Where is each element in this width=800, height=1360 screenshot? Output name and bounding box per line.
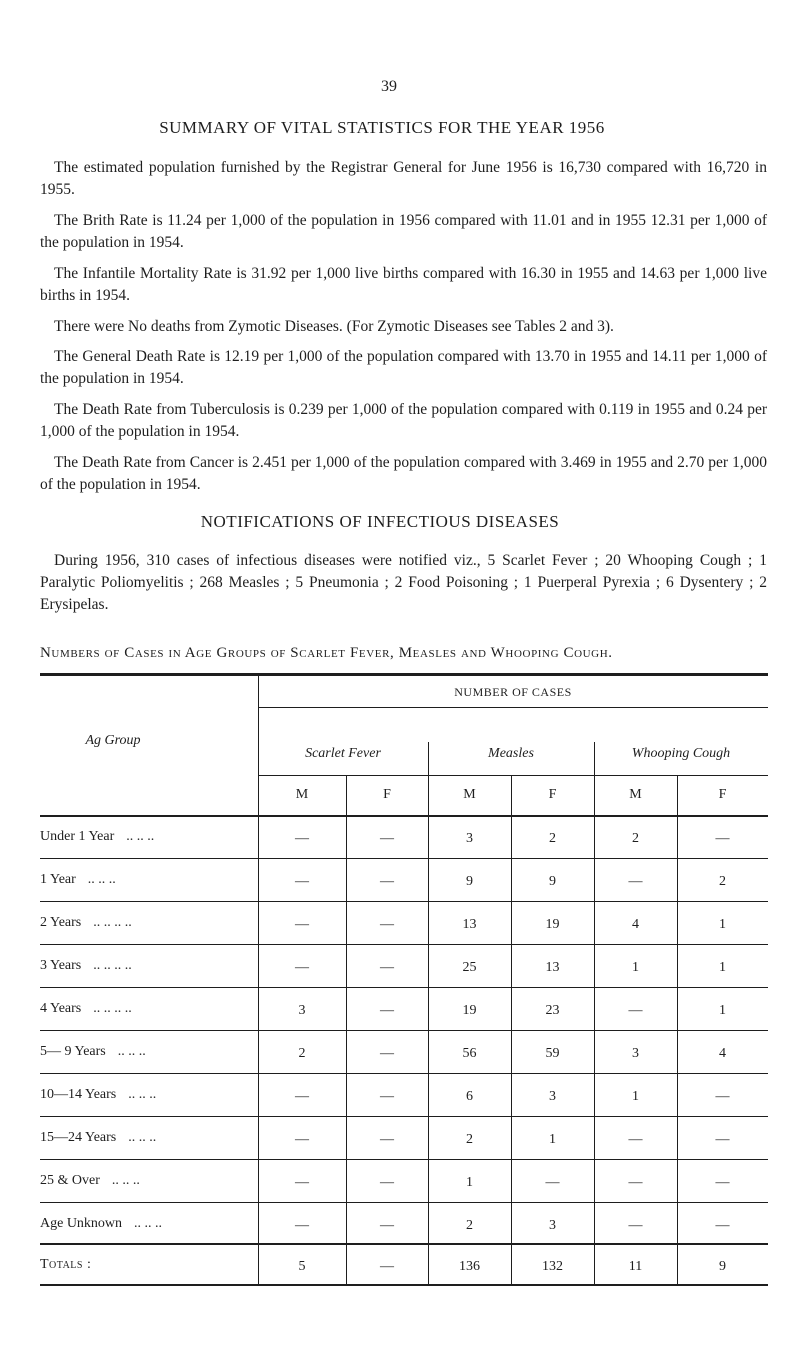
table-cell: — bbox=[380, 1218, 394, 1233]
leader-dots: .. .. .. bbox=[126, 829, 155, 844]
table-cell: 3 bbox=[466, 831, 473, 846]
measles-header: Measles bbox=[488, 746, 534, 761]
paragraph-population: The estimated population furnished by the Registrar General for June 1956 is 16,730 compared with 16,720 in 1955. bbox=[40, 159, 767, 198]
row-label-text: 1 Year bbox=[40, 872, 76, 887]
table-cell: — bbox=[380, 1175, 394, 1190]
table-cell: 3 bbox=[632, 1046, 639, 1061]
row-rule bbox=[40, 944, 768, 945]
whooping-cough-header: Whooping Cough bbox=[631, 746, 731, 761]
table-cell: — bbox=[295, 1089, 309, 1104]
row-label-text: 25 & Over bbox=[40, 1173, 100, 1188]
table-cell: 19 bbox=[545, 917, 560, 932]
table-top-rule bbox=[40, 673, 768, 676]
number-of-cases-rule bbox=[258, 707, 768, 708]
sex-header-m: M bbox=[463, 787, 476, 802]
row-rule bbox=[40, 1073, 768, 1074]
table-cell: 1 bbox=[549, 1132, 556, 1147]
table-cell: 3 bbox=[298, 1003, 306, 1018]
column-rule bbox=[677, 776, 678, 1286]
table-bottom-rule bbox=[40, 1284, 768, 1286]
table-cell: 25 bbox=[462, 960, 477, 975]
table-cell: — bbox=[715, 1089, 730, 1104]
summary-title: SUMMARY OF VITAL STATISTICS FOR THE YEAR 1956 bbox=[159, 118, 605, 137]
row-rule bbox=[40, 858, 768, 859]
paragraph-zymotic: There were No deaths from Zymotic Diseases. (For Zymotic Diseases see Tables 2 and 3). bbox=[54, 318, 614, 335]
totals-cell: — bbox=[380, 1259, 394, 1274]
table-cell: 4 bbox=[719, 1046, 726, 1061]
row-label bbox=[40, 1173, 140, 1189]
table-cell: 1 bbox=[466, 1175, 473, 1190]
row-rule bbox=[40, 901, 768, 902]
table-cell: — bbox=[715, 831, 730, 846]
row-rule bbox=[40, 1159, 768, 1160]
row-label-text: 15—24 Years bbox=[40, 1130, 117, 1145]
table-caption: Numbers of Cases in Age Groups of Scarlet Fever, Measles and Whooping Cough. bbox=[40, 645, 613, 661]
totals-cell: 5 bbox=[298, 1259, 306, 1274]
table-cell: — bbox=[715, 1132, 730, 1147]
totals-cell: 9 bbox=[719, 1259, 726, 1274]
table-cell: — bbox=[628, 1218, 643, 1233]
table-cell: — bbox=[380, 874, 394, 889]
age-group-header: Ag Group bbox=[85, 733, 141, 748]
table-cell: 59 bbox=[545, 1046, 560, 1061]
row-label bbox=[40, 915, 132, 931]
table-cell: — bbox=[295, 917, 309, 932]
header-bottom-rule bbox=[40, 815, 768, 817]
leader-dots: .. .. .. .. bbox=[93, 958, 132, 973]
sex-header-f: F bbox=[718, 787, 727, 802]
leader-dots: .. .. .. bbox=[111, 1173, 140, 1188]
column-rule bbox=[511, 776, 512, 1286]
leader-dots: .. .. .. .. bbox=[93, 915, 132, 930]
table-cell: 6 bbox=[466, 1089, 473, 1104]
leader-dots: .. .. .. bbox=[128, 1130, 157, 1145]
table-cell: 2 bbox=[719, 874, 726, 889]
paragraph-birth-rate: The Brith Rate is 11.24 per 1,000 of the population in 1956 compared with 11.01 and in 1955 12.31 per 1,000 of the population in 1954. bbox=[40, 212, 767, 251]
table-cell: 4 bbox=[632, 917, 639, 932]
totals-top-rule bbox=[40, 1243, 768, 1245]
sex-header-f: F bbox=[383, 787, 391, 802]
table-cell: 3 bbox=[549, 1089, 556, 1104]
row-rule bbox=[40, 987, 768, 988]
table-cell: — bbox=[628, 1132, 643, 1147]
row-label bbox=[40, 1087, 156, 1103]
leader-dots: .. .. .. bbox=[128, 1087, 157, 1102]
row-label-text: 2 Years bbox=[40, 915, 82, 930]
sex-header-m: M bbox=[295, 787, 309, 802]
notifications-title: NOTIFICATIONS OF INFECTIOUS DISEASES bbox=[200, 512, 560, 531]
row-label-text: 10—14 Years bbox=[40, 1087, 117, 1102]
row-label bbox=[40, 958, 132, 974]
table-cell: 13 bbox=[545, 960, 560, 975]
table-cell: — bbox=[380, 1132, 394, 1147]
leader-dots: .. .. .. bbox=[134, 1216, 163, 1231]
table-cell: 2 bbox=[549, 831, 556, 846]
totals-cell: 132 bbox=[542, 1259, 563, 1274]
table-cell: — bbox=[295, 1132, 309, 1147]
table-cell: — bbox=[295, 831, 309, 846]
row-label-text: 4 Years bbox=[40, 1001, 82, 1016]
table-cell: 1 bbox=[719, 960, 726, 975]
paragraph-infantile-mortality: The Infantile Mortality Rate is 31.92 per 1,000 live births compared with 16.30 in 1955 and 14.63 per 1,000 live births in 1954. bbox=[40, 265, 767, 304]
column-rule bbox=[258, 676, 259, 1286]
row-label bbox=[40, 1216, 162, 1232]
row-label bbox=[40, 1044, 146, 1060]
row-label-text: 3 Years bbox=[40, 958, 82, 973]
table-cell: — bbox=[715, 1175, 730, 1190]
row-rule bbox=[40, 1202, 768, 1203]
table-cell: 13 bbox=[462, 917, 477, 932]
paragraph-death-rate: The General Death Rate is 12.19 per 1,000 of the population compared with 13.70 in 1955 and 14.11 per 1,000 of the population in 1954. bbox=[40, 348, 767, 387]
row-rule bbox=[40, 1030, 768, 1031]
table-cell: 1 bbox=[632, 960, 639, 975]
table-cell: — bbox=[380, 960, 394, 975]
table-cell: 2 bbox=[466, 1218, 473, 1233]
table-cell: — bbox=[628, 1003, 643, 1018]
leader-dots: .. .. .. .. bbox=[93, 1001, 132, 1016]
table-cell: — bbox=[715, 1218, 730, 1233]
row-label bbox=[40, 1001, 132, 1017]
table-cell: — bbox=[295, 1218, 309, 1233]
row-label bbox=[40, 872, 116, 888]
table-cell: 1 bbox=[632, 1089, 639, 1104]
leader-dots: .. .. .. bbox=[87, 872, 116, 887]
table-cell: 9 bbox=[549, 874, 556, 889]
table-cell: 56 bbox=[462, 1046, 477, 1061]
totals-cell: 136 bbox=[459, 1259, 480, 1274]
paragraph-tuberculosis: The Death Rate from Tuberculosis is 0.239 per 1,000 of the population compared with 0.119 in 1955 and 0.24 per 1,000 of the population in 1954. bbox=[40, 401, 767, 440]
page-number: 39 bbox=[381, 78, 397, 95]
table-cell: — bbox=[295, 1175, 309, 1190]
leader-dots: .. .. .. bbox=[117, 1044, 146, 1059]
row-label-text: 5— 9 Years bbox=[40, 1044, 106, 1059]
paragraph-cancer: The Death Rate from Cancer is 2.451 per 1,000 of the population compared with 3.469 in 1955 and 2.70 per 1,000 of the population in 1954. bbox=[40, 454, 767, 493]
table-cell: 2 bbox=[298, 1046, 306, 1061]
table-cell: 2 bbox=[466, 1132, 473, 1147]
table-cell: 1 bbox=[719, 1003, 726, 1018]
table-cell: — bbox=[380, 1046, 394, 1061]
table-cell: — bbox=[545, 1175, 560, 1190]
table-cell: 19 bbox=[462, 1003, 477, 1018]
table-cell: — bbox=[380, 1003, 394, 1018]
totals-cell: 11 bbox=[628, 1259, 643, 1274]
sex-header-f: F bbox=[548, 787, 557, 802]
row-label-text: Age Unknown bbox=[40, 1216, 123, 1231]
table-cell: — bbox=[380, 831, 394, 846]
table-cell: 23 bbox=[545, 1003, 560, 1018]
table-cell: — bbox=[628, 874, 643, 889]
table-cell: — bbox=[295, 960, 309, 975]
row-label-text: Under 1 Year bbox=[40, 829, 115, 844]
totals-label: Totals : bbox=[40, 1257, 92, 1272]
sex-header-rule bbox=[258, 775, 768, 776]
table-cell: 1 bbox=[719, 917, 726, 932]
table-cell: 3 bbox=[549, 1218, 556, 1233]
column-rule bbox=[346, 776, 347, 1286]
row-label bbox=[40, 829, 154, 845]
notifications-paragraph: During 1956, 310 cases of infectious diseases were notified viz., 5 Scarlet Fever ; 20 Whooping Cough ; 1 Paralytic Poliomyelitis ; 268 Measles ; 5 Pneumonia ; 2 Food Poisoning ; 1 Puerperal Pyrexia ; 6 Dysentery ; 2 Erysipelas. bbox=[40, 552, 767, 613]
table-cell: — bbox=[628, 1175, 643, 1190]
table-cell: — bbox=[380, 1089, 394, 1104]
scarlet-fever-header: Scarlet Fever bbox=[305, 746, 381, 761]
table-cell: — bbox=[295, 874, 309, 889]
sex-header-m: M bbox=[629, 787, 642, 802]
number-of-cases-header: NUMBER OF CASES bbox=[454, 685, 572, 699]
row-label bbox=[40, 1130, 156, 1146]
row-rule bbox=[40, 1116, 768, 1117]
table-cell: — bbox=[380, 917, 394, 932]
table-cell: 2 bbox=[632, 831, 639, 846]
table-cell: 9 bbox=[466, 874, 473, 889]
